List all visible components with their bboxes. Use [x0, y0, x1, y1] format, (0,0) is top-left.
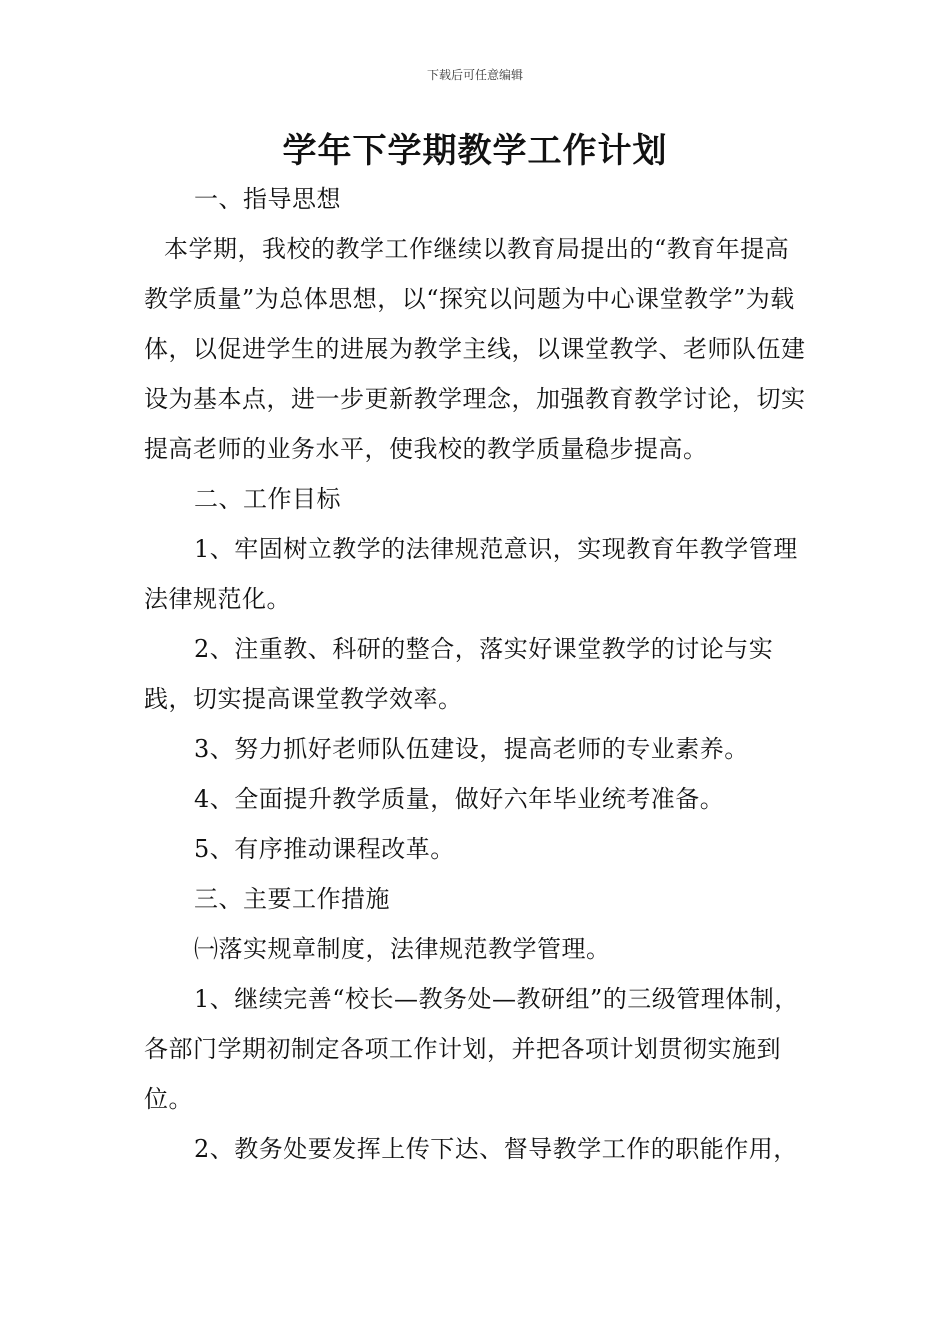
document-title: 学年下学期教学工作计划	[282, 131, 668, 171]
document-body	[144, 174, 808, 1174]
paragraph: 本学期，我校的教学工作继续以教育局提出的“教育年提高教学质量”为总体思想，以“探究以问题为中心课堂教学”为载体，以促进学生的进展为教学主线，以课堂教学、老师队伍建设为基本点，进一步更新教学理念，加强教育教学讨论，切实提高老师的业务水平，使我校的教学质量稳步提高。	[144, 235, 806, 463]
list-item: 4、全面提升教学质量，做好六年毕业统考准备。	[194, 785, 725, 813]
header-note: 下载后可任意编辑	[426, 68, 523, 82]
section-heading: 二、工作目标	[194, 485, 341, 513]
list-item: 5、有序推动课程改革。	[194, 835, 455, 863]
section-heading: 一、指导思想	[194, 185, 341, 213]
list-item: 3、努力抓好老师队伍建设，提高老师的专业素养。	[194, 735, 749, 763]
list-item: 1、牢固树立教学的法律规范意识，实现教育年教学管理法律规范化。	[144, 535, 798, 613]
subsection-heading: ㈠落实规章制度，法律规范教学管理。	[194, 935, 611, 963]
list-item: 2、教务处要发挥上传下达、督导教学工作的职能作用，	[194, 1135, 798, 1163]
section-heading: 三、主要工作措施	[194, 885, 390, 913]
list-item: 2、注重教、科研的整合，落实好课堂教学的讨论与实践，切实提高课堂教学效率。	[144, 635, 774, 713]
list-item: 1、继续完善“校长—教务处—教研组”的三级管理体制，各部门学期初制定各项工作计划，并把各项计划贯彻实施到位。	[144, 985, 799, 1113]
